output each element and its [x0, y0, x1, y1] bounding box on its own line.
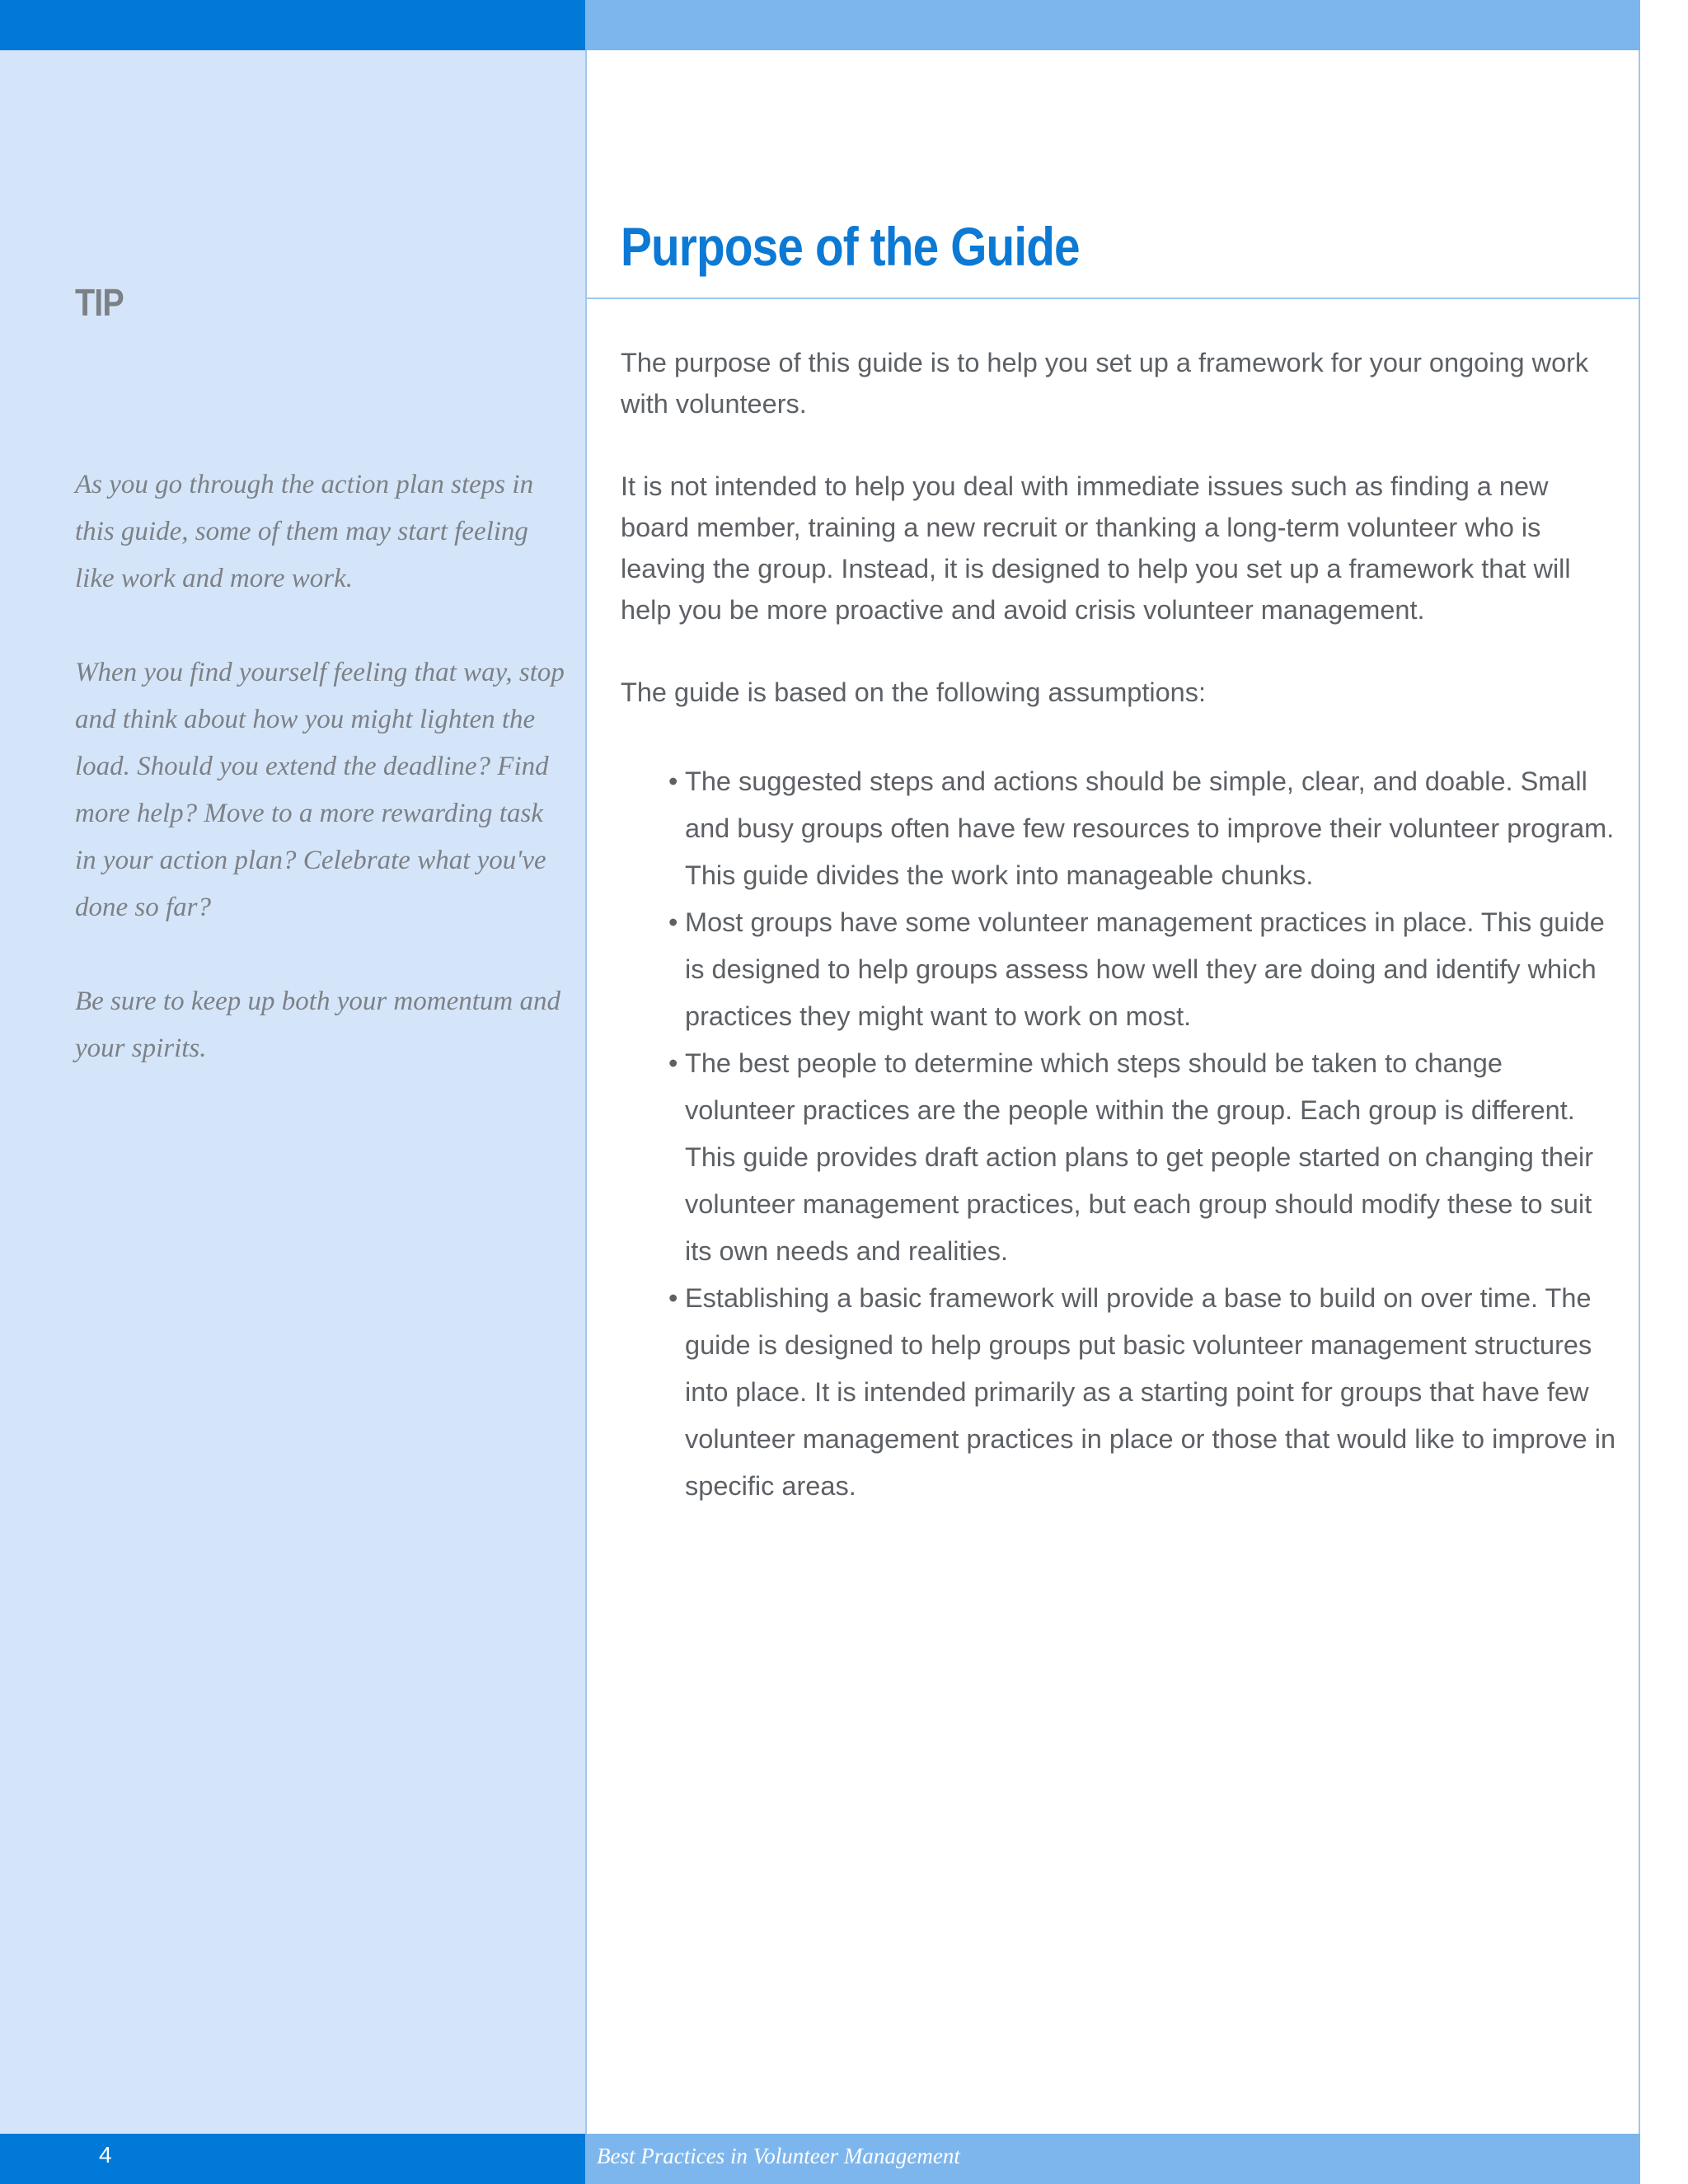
tip-paragraph: As you go through the action plan steps in this guide, some of them may start feeling like work and more work. [75, 470, 534, 593]
publication-title: Best Practices in Volunteer Management [597, 2144, 960, 2168]
bullet-icon: • [668, 907, 678, 937]
assumption-item [668, 899, 1618, 1040]
tip-body [75, 462, 570, 1072]
title-divider [587, 298, 1639, 299]
footer-bar-left [0, 2134, 585, 2184]
body-paragraph: The purpose of this guide is to help you set up a framework for your ongoing work with volunteers. [621, 348, 1589, 419]
page-number: 4 [99, 2142, 112, 2168]
tip-paragraph: When you find yourself feeling that way, stop and think about how you might lighten the load. Should you extend the deadline? Find more help? Move to a more rewarding task in your action plan? Celebrate what you've done so far? [75, 658, 565, 922]
body-paragraph: The guide is based on the following assumptions: [621, 677, 1207, 707]
page-title: Purpose of the Guide [621, 216, 1080, 277]
assumption-item [668, 1275, 1618, 1510]
assumptions-list [621, 758, 1618, 1510]
bullet-icon: • [668, 1048, 678, 1078]
header-bar-left [0, 0, 585, 50]
assumption-text: The best people to determine which steps should be taken to change volunteer practices are the people within the group. Each group is different. This guide provides draft action plans to get people started on changing their volunteer management practices, but each group should modify these to suit its own needs and realities. [685, 1048, 1594, 1266]
body-paragraph: It is not intended to help you deal with immediate issues such as finding a new board member, training a new recruit or thanking a long-term volunteer who is leaving the group. Instead, it is designed to help you set up a framework that will help you be more proactive and avoid crisis volunteer management. [621, 471, 1571, 625]
main-body [621, 342, 1618, 1510]
bullet-icon: • [668, 766, 678, 796]
tip-sidebar [0, 50, 585, 2134]
bullet-icon: • [668, 1283, 678, 1313]
header-bar-right [585, 0, 1640, 50]
assumption-text: Establishing a basic framework will provide a base to build on over time. The guide is designed to help groups put basic volunteer management structures into place. It is intended primarily as a starting point for groups that have few volunteer management practices in place or those that would like to improve in specific areas. [685, 1283, 1616, 1501]
main-content [585, 50, 1640, 2134]
assumption-item [668, 758, 1618, 899]
assumption-item [668, 1040, 1618, 1275]
assumption-text: Most groups have some volunteer management practices in place. This guide is designed to help groups assess how well they are doing and identify which practices they might want to work on most. [685, 907, 1605, 1031]
tip-heading: TIP [75, 281, 124, 324]
assumption-text: The suggested steps and actions should be simple, clear, and doable. Small and busy groups often have few resources to improve their volunteer program. This guide divides the work into manageable chunks. [685, 766, 1615, 890]
tip-paragraph: Be sure to keep up both your momentum and your spirits. [75, 987, 560, 1063]
